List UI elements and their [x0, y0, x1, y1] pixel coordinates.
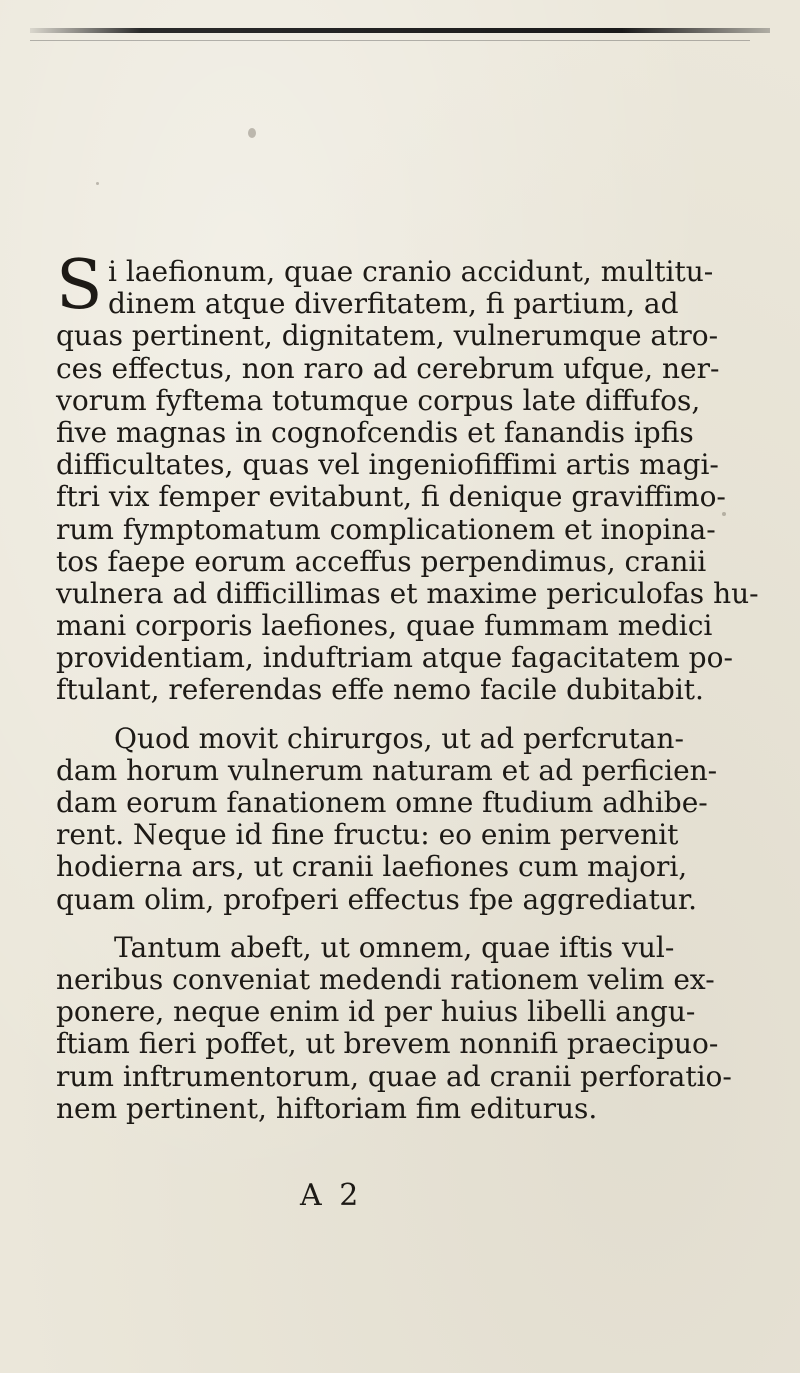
text-line: ponere, neque enim id per huius libelli angu-	[56, 995, 696, 1029]
text-line: dam horum vulnerum naturam et ad perficien-	[56, 753, 718, 787]
text-line: i laefionum, quae cranio accidunt, multitu-	[108, 255, 714, 288]
dropcap: S	[56, 246, 103, 325]
text-line: Quod movit chirurgos, ut ad perfcrutan-	[114, 721, 684, 755]
text-line: hodierna ars, ut cranii laefiones cum majori,	[56, 850, 688, 884]
text-line: ftiam fieri poffet, ut brevem nonnifi praecipuo-	[56, 1027, 719, 1061]
text-line: neribus conveniat medendi rationem velim ex-	[56, 962, 715, 996]
paragraph-2	[56, 723, 776, 916]
text-line: ftulant, referendas effe nemo facile dubitabit.	[56, 673, 704, 707]
text-line: dam eorum fanationem omne ftudium adhibe-	[56, 786, 708, 819]
text-line: Tantum abeft, ut omnem, quae iftis vul-	[114, 930, 675, 964]
text-line: dinem atque diverfitatem, fi partium, ad	[108, 287, 679, 321]
text-line: providentiam, induftriam atque fagacitatem po-	[56, 641, 733, 675]
text-line: quam olim, profperi effectus fpe aggrediatur.	[56, 882, 698, 916]
text-line: ftri vix femper evitabunt, fi denique graviffimo-	[56, 480, 726, 514]
text-line: nem pertinent, hiftoriam fim editurus.	[56, 1091, 598, 1125]
text-line: rent. Neque id fine fructu: eo enim pervenit	[56, 818, 679, 852]
paragraph-3	[56, 932, 776, 1125]
signature-mark: A 2	[300, 1178, 363, 1213]
text-line: ces effectus, non raro ad cerebrum ufque, ner-	[56, 351, 720, 385]
text-line: five magnas in cognofcendis et fanandis ipfis	[56, 415, 694, 449]
paper-speck	[96, 182, 99, 185]
body-text	[56, 246, 776, 1125]
header-rule-thin	[30, 40, 750, 41]
paper-speck	[248, 128, 256, 138]
text-line: vulnera ad difficillimas et maxime periculofas hu-	[56, 576, 759, 610]
paragraph-1	[56, 246, 776, 707]
text-line: mani corporis laefiones, quae fummam medici	[56, 609, 713, 643]
text-line: tos faepe eorum acceffus perpendimus, cranii	[56, 544, 707, 578]
text-line: rum fymptomatum complicationem et inopina-	[56, 512, 716, 546]
text-line: quas pertinent, dignitatem, vulnerumque atro-	[56, 319, 719, 353]
header-rule	[30, 28, 770, 33]
text-line: difficultates, quas vel ingeniofiffimi artis magi-	[56, 448, 719, 482]
text-line: rum inftrumentorum, quae ad cranii perforatio-	[56, 1059, 732, 1093]
text-line: vorum fyftema totumque corpus late diffufos,	[56, 383, 701, 417]
